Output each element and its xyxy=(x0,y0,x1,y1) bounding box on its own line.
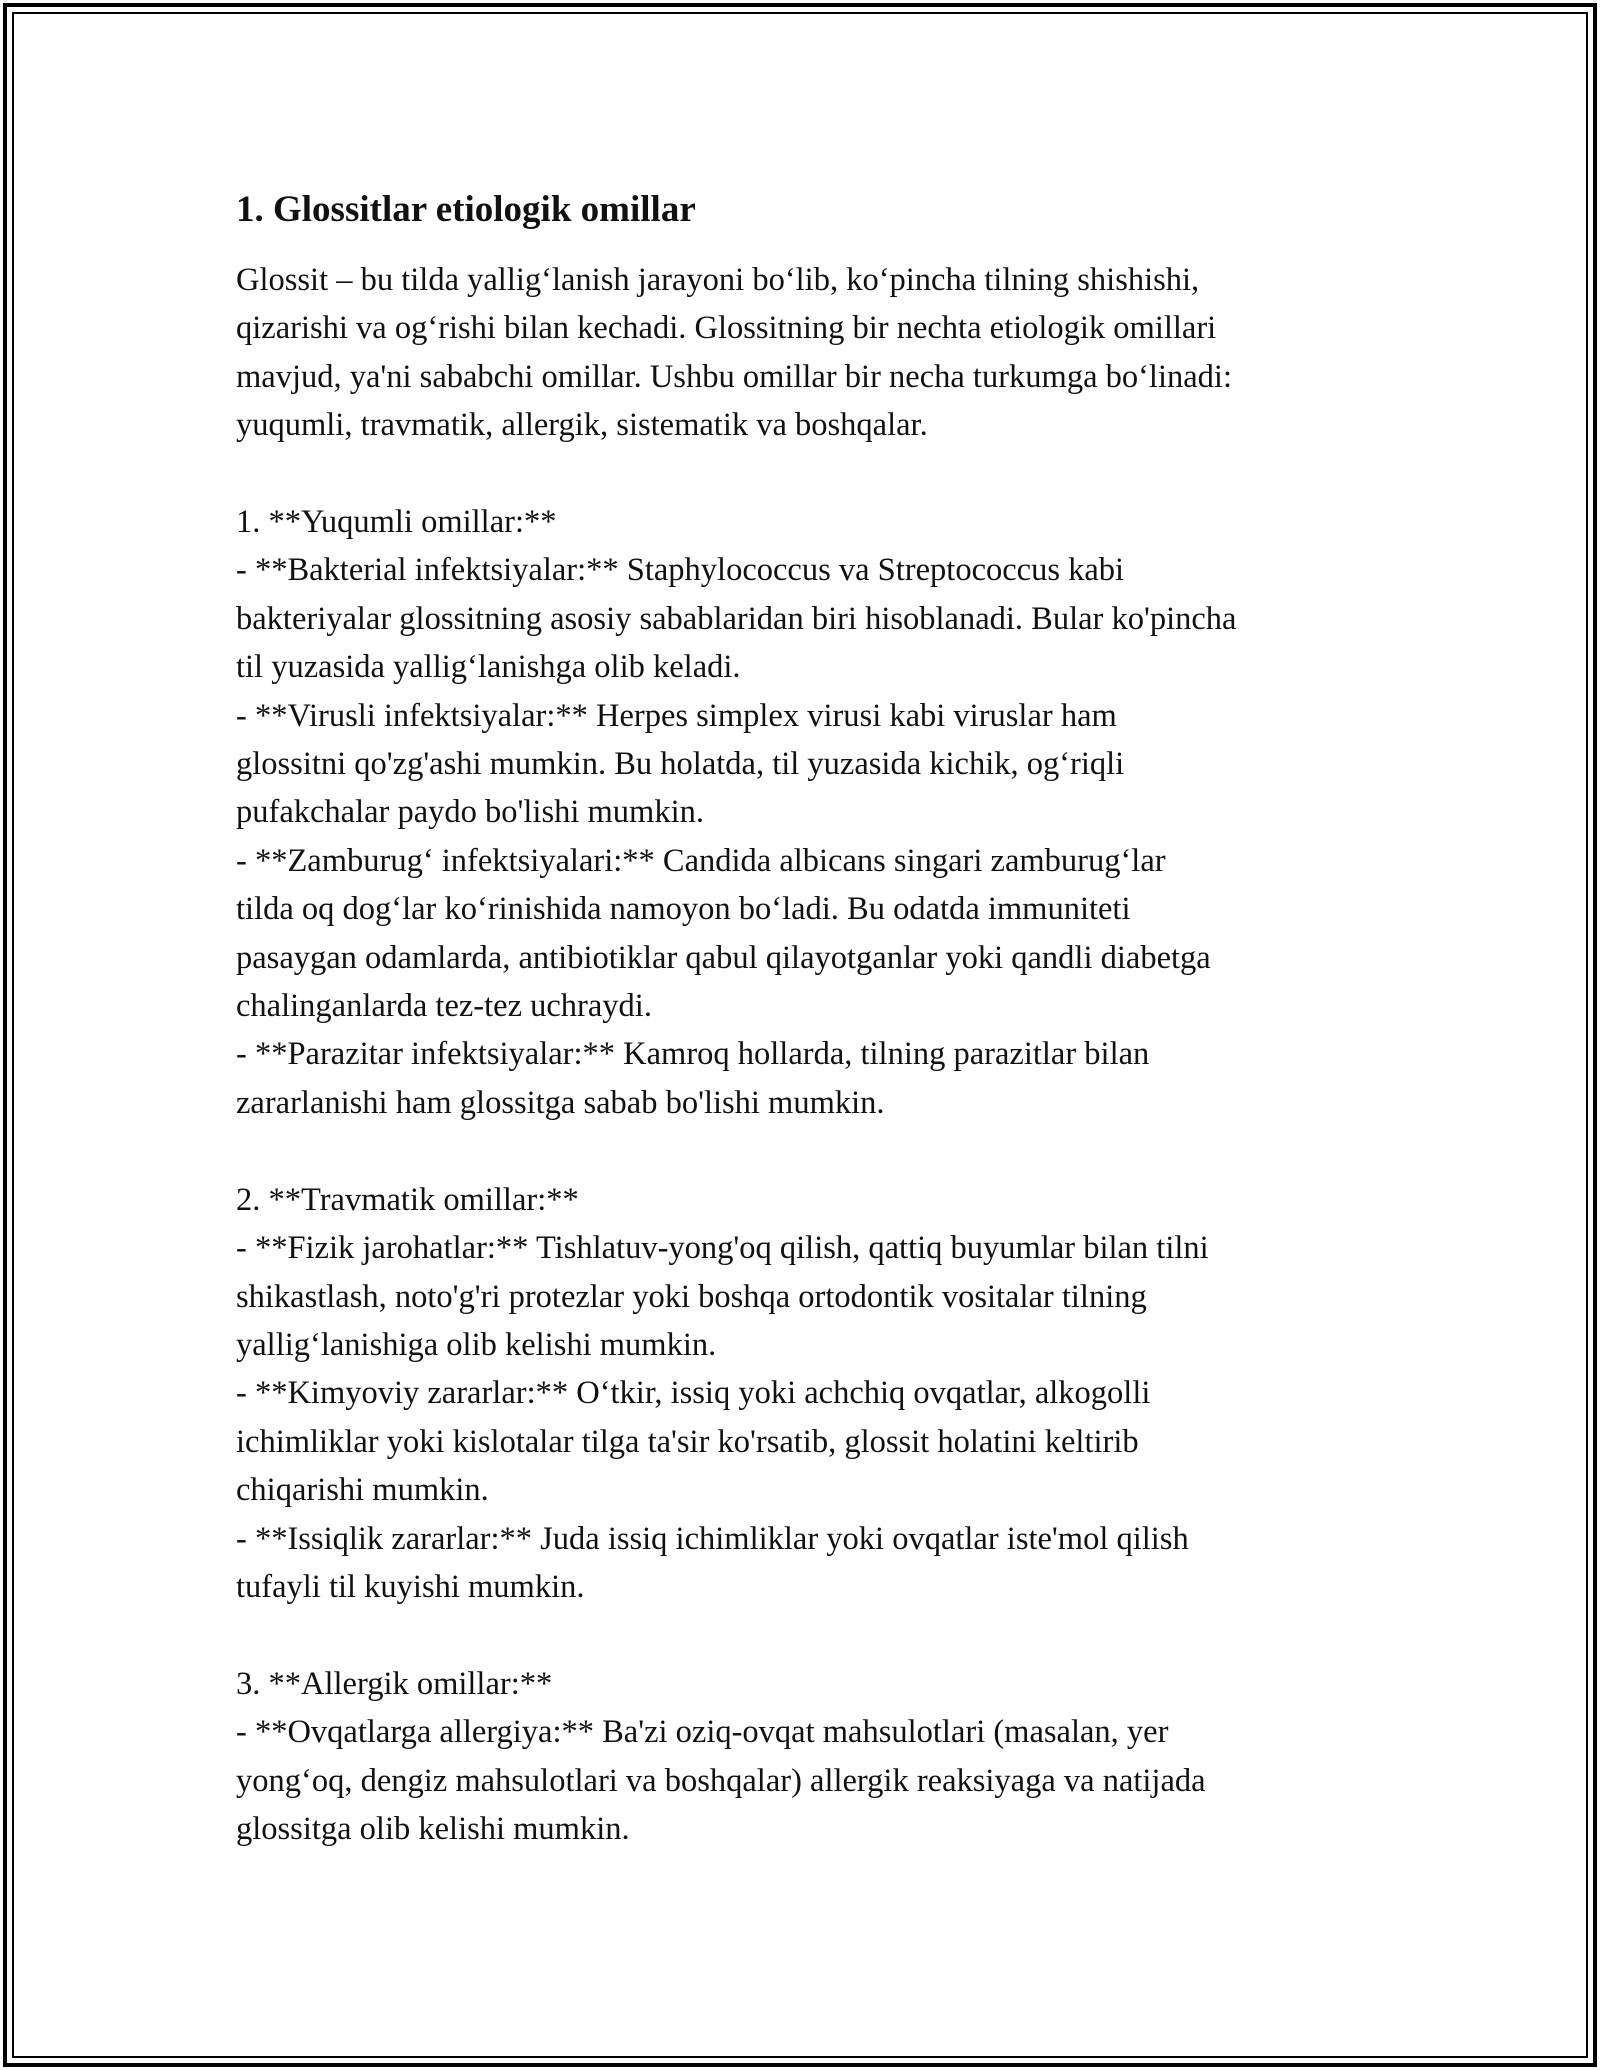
document-body xyxy=(236,186,1376,1853)
section-infectious xyxy=(236,498,1376,1127)
spacer xyxy=(236,450,1376,498)
spacer xyxy=(236,1127,1376,1175)
section-heading: 3. **Allergik omillar:** xyxy=(236,1665,553,1702)
intro-paragraph: Glossit – bu tilda yallig‘lanish jarayoni bo‘lib, ko‘pincha tilning shishishi, qizarishi va og‘rishi bilan kechadi. Glossitning bir nechta etiologik omillari mavjud, ya'ni sababchi omillar. Ushbu omillar bir necha turkumga bo‘linadi: yuqumli, travmatik, allergik, sistematik va boshqalar. xyxy=(236,262,1232,444)
page-title: 1. Glossitlar etiologik omillar xyxy=(236,189,696,230)
list-item: - **Bakterial infektsiyalar:** Staphylococcus va Streptococcus kabi bakteriyalar glossitning asosiy sabablaridan biri hisoblanadi. Bular ko'pincha til yuzasida yallig‘lanishga olib keladi. xyxy=(236,552,1237,686)
list-item: - **Zamburug‘ infektsiyalari:** Candida albicans singari zamburug‘lar tilda oq dog‘lar ko‘rinishida namoyon bo‘ladi. Bu odatda immuniteti pasaygan odamlarda, antibiotiklar qabul qilayotganlar yoki qandli diabetga chalinganlarda tez-tez uchraydi. xyxy=(236,842,1211,1025)
section-allergic xyxy=(236,1660,1376,1854)
spacer xyxy=(236,1611,1376,1659)
section-heading: 2. **Travmatik omillar:** xyxy=(236,1181,579,1218)
list-item: - **Issiqlik zararlar:** Juda issiq ichimliklar yoki ovqatlar iste'mol qilish tufayli til kuyishi mumkin. xyxy=(236,1520,1189,1605)
list-item: - **Kimyoviy zararlar:** O‘tkir, issiq yoki achchiq ovqatlar, alkogolli ichimliklar yoki kislotalar tilga ta'sir ko'rsatib, glossit holatini keltirib chiqarishi mumkin. xyxy=(236,1375,1151,1509)
list-item: - **Virusli infektsiyalar:** Herpes simplex virusi kabi viruslar ham glossitni qo'zg'ashi mumkin. Bu holatda, til yuzasida kichik, og‘riqli pufakchalar paydo bo'lishi mumkin. xyxy=(236,697,1125,831)
list-item: - **Parazitar infektsiyalar:** Kamroq hollarda, tilning parazitlar bilan zararlanishi ham glossitga sabab bo'lishi mumkin. xyxy=(236,1036,1150,1121)
list-item: - **Ovqatlarga allergiya:** Ba'zi oziq-ovqat mahsulotlari (masalan, yer yong‘oq, dengiz mahsulotlari va boshqalar) allergik reaksiyaga va natijada glossitga olib kelishi mumkin. xyxy=(236,1714,1206,1847)
list-item: - **Fizik jarohatlar:** Tishlatuv-yong'oq qilish, qattiq buyumlar bilan tilni shikastlash, noto'g'ri protezlar yoki boshqa ortodontik vositalar tilning yallig‘lanishiga olib kelishi mumkin. xyxy=(236,1230,1209,1363)
section-heading: 1. **Yuqumli omillar:** xyxy=(236,504,557,541)
section-traumatic xyxy=(236,1176,1376,1612)
